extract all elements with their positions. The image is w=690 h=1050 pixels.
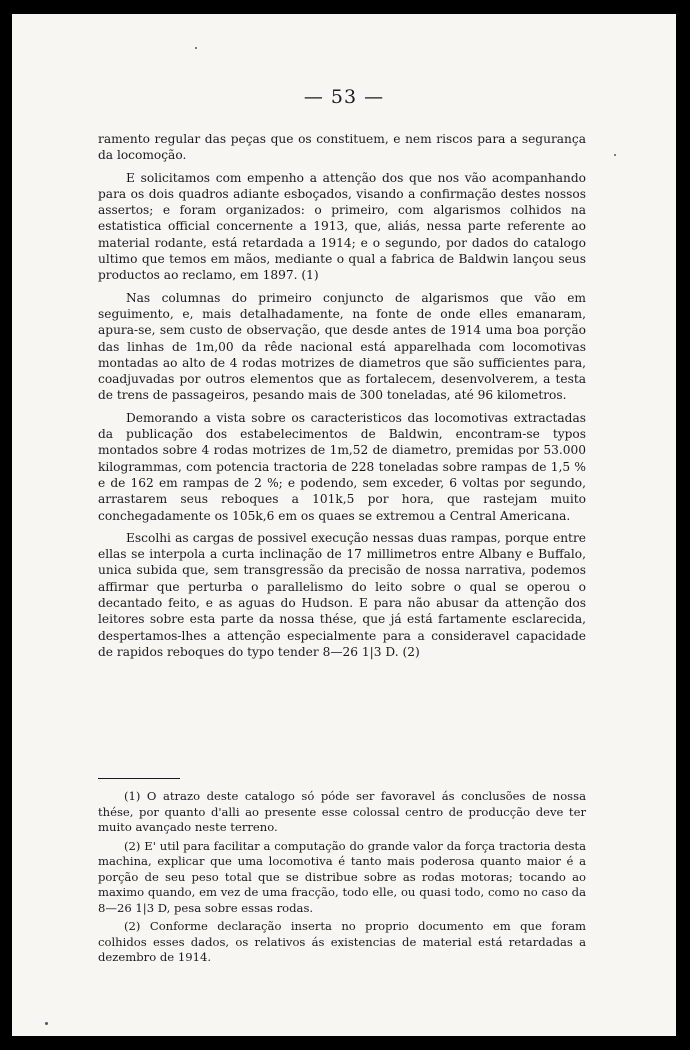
footnote: (2) E' util para facilitar a computação do grande valor da força tractoria desta machina, explicar que uma locomotiva é tanto mais poderosa quanto maior é a porção de seu peso total que se distribue sobre as rodas motoras; tocando ao maximo quando, em vez de uma fracção, todo elle, ou quasi todo, como no caso da 8—26 1|3 D, pesa sobre essas rodas. <box>98 838 586 915</box>
scan-speck <box>45 1022 48 1025</box>
document-page <box>12 14 676 1036</box>
paragraph: Nas columnas do primeiro conjuncto de algarismos que vão em seguimento, e, mais detalhadamente, na fonte de onde elles emanaram, apura-se, sem custo de observação, que desde antes de 1914 uma boa porção das linhas de 1m,00 da rêde nacional está apparelhada com locomotivas montadas ao alto de 4 rodas motrizes de diametros que são sufficientes para, coadjuvadas por outros elementos que as fortalecem, desenvolverem, a testa de trens de passageiros, pesando mais de 300 toneladas, até 96 kilometros. <box>98 290 586 403</box>
footnotes <box>98 789 586 969</box>
paragraph: E solicitamos com empenho a attenção dos que nos vão acompanhando para os dois quadros adiante esboçados, visando a confirmação destes nossos assertos; e foram organizados: o primeiro, com algarismos colhidos na estatistica official concernente a 1913, que, aliás, nessa parte referente ao material rodante, está retardada a 1914; e o segundo, por dados do catalogo ultimo que temos em mãos, mediante o qual a fabrica de Baldwin lançou seus productos ao reclamo, em 1897. (1) <box>98 170 586 283</box>
footnote-divider <box>98 778 180 779</box>
paragraph: ramento regular das peças que os constituem, e nem riscos para a segurança da locomoção. <box>98 132 586 163</box>
footnote: (2) Conforme declaração inserta no proprio documento em que foram colhidos esses dados, os relativos ás existencias de material está retardadas a dezembro de 1914. <box>98 919 586 964</box>
paragraph: Demorando a vista sobre os caracteristicos das locomotivas extractadas da publicação dos estabelecimentos de Baldwin, encontram-se typos montados sobre 4 rodas motrizes de 1m,52 de diametro, premidas por 53.000 kilogrammas, com potencia tractoria de 228 toneladas sobre rampas de 1,5 % e de 162 em rampas de 2 %; e podendo, sem exceder, 6 voltas por segundo, arrastarem seus reboques a 101k,5 por hora, que rastejam muito conchegadamente os 105k,6 em os quaes se extremou a Central Americana. <box>98 410 586 523</box>
scan-speck <box>614 154 616 156</box>
footnote: (1) O atrazo deste catalogo só póde ser favoravel ás conclusões de nossa thése, por quanto d'alli ao presente esse colossal centro de producção deve ter muito avançado neste terreno. <box>98 789 586 834</box>
paragraph: Escolhi as cargas de possivel execução nessas duas rampas, porque entre ellas se interpola a curta inclinação de 17 millimetros entre Albany e Buffalo, unica subida que, sem transgressão da precisão de nossa narrativa, podemos affirmar que perturba o parallelismo do leito sobre o qual se operou o decantado feito, e as aguas do Hudson. E para não abusar da attenção dos leitores sobre esta parte da nossa thése, que já está fartamente esclarecida, despertamos-lhes a attenção especialmente para a consideravel capacidade de rapidos reboques do typo tender 8—26 1|3 D. (2) <box>98 530 586 659</box>
body-text <box>98 131 586 666</box>
page-number: — 53 — <box>303 86 385 108</box>
scan-speck <box>195 47 197 49</box>
